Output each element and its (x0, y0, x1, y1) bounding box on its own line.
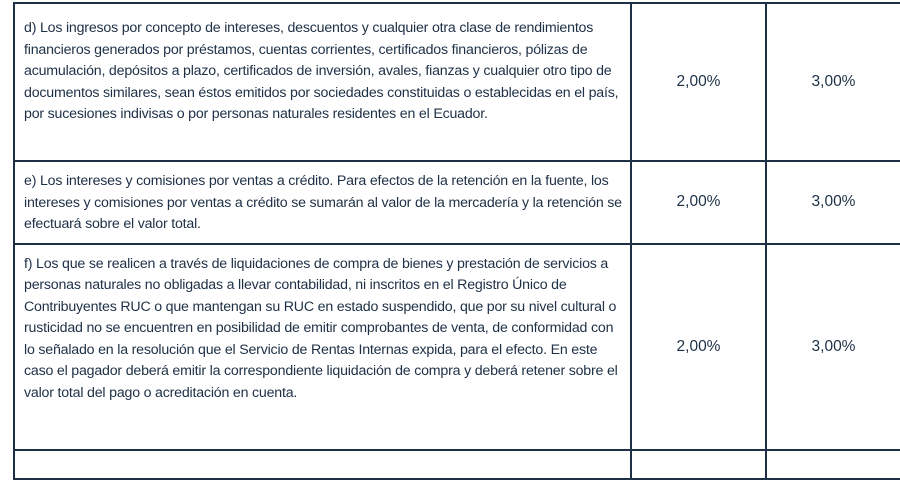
empty-cell (14, 450, 631, 479)
table-row (14, 244, 900, 450)
row-description: f) Los que se realicen a través de liquidaciones de compra de bienes y prestación de servicios a personas naturales no obligadas a llevar contabilidad, ni inscritos en el Registro Único de Contribuyentes RUC o que mantengan su RUC en estado suspendido, que por su nivel cultural o rusticidad no se encuentren en posibilidad de emitir comprobantes de venta, de conformidad con lo señalado en la resolución que el Servicio de Rentas Internas expida, para el efecto. En este caso el pagador deberá emitir la correspondiente liquidación de compra y deberá retener sobre el valor total del pago o acreditación en cuenta. (14, 244, 631, 450)
rate-cell: 2,00% (631, 3, 766, 161)
rate-cell: 3,00% (766, 161, 900, 244)
empty-cell (631, 450, 766, 479)
rate-cell: 3,00% (766, 3, 900, 161)
rate-cell: 2,00% (631, 244, 766, 450)
rate-cell: 3,00% (766, 244, 900, 450)
table-row (14, 3, 900, 161)
empty-table-row (14, 450, 900, 479)
empty-cell (766, 450, 900, 479)
retention-rates-table (13, 2, 900, 480)
rate-cell: 2,00% (631, 161, 766, 244)
table-row (14, 161, 900, 244)
row-description: d) Los ingresos por concepto de intereses, descuentos y cualquier otra clase de rendimientos financieros generados por préstamos, cuentas corrientes, certificados financieros, pólizas de acumulación, depósitos a plazo, certificados de inversión, avales, fianzas y cualquier otro tipo de documentos similares, sean éstos emitidos por sociedades constituidas o establecidas en el país, por sucesiones indivisas o por personas naturales residentes en el Ecuador. (14, 3, 631, 161)
row-description: e) Los intereses y comisiones por ventas a crédito. Para efectos de la retención en la fuente, los intereses y comisiones por ventas a crédito se sumarán al valor de la mercadería y la retención se efectuará sobre el valor total. (14, 161, 631, 244)
